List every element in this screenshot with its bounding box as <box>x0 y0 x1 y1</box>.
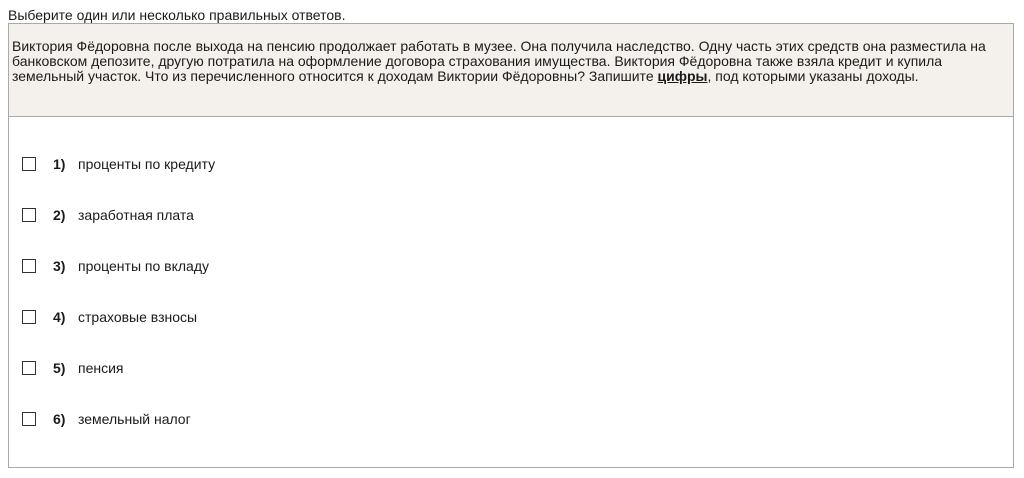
option-6[interactable] <box>22 409 191 429</box>
checkbox-3[interactable] <box>22 259 36 273</box>
option-number: 3) <box>53 258 66 274</box>
option-label: страховые взносы <box>78 309 198 325</box>
option-3[interactable] <box>22 256 209 276</box>
checkbox-5[interactable] <box>22 361 36 375</box>
question-text <box>9 24 1013 117</box>
option-number: 2) <box>53 207 66 223</box>
checkbox-4[interactable] <box>22 310 36 324</box>
option-label: проценты по вкладу <box>78 258 209 274</box>
checkbox-1[interactable] <box>22 157 36 171</box>
checkbox-6[interactable] <box>22 412 36 426</box>
option-1[interactable] <box>22 154 215 174</box>
option-number: 1) <box>53 156 66 172</box>
question-emphasis: цифры <box>657 68 708 84</box>
option-2[interactable] <box>22 205 194 225</box>
task-box <box>8 23 1014 468</box>
option-label: земельный налог <box>78 411 191 427</box>
option-number: 6) <box>53 411 66 427</box>
option-5[interactable] <box>22 358 124 378</box>
option-number: 4) <box>53 309 66 325</box>
option-4[interactable] <box>22 307 197 327</box>
checkbox-2[interactable] <box>22 208 36 222</box>
option-number: 5) <box>53 360 66 376</box>
question-text-start: Виктория Фёдоровна после выхода на пенсию продолжает работать в музее. Она получила наследство. Одну часть этих средств она разместила на банковском депозите, другую потратила на оформление договора страхования имущества. Виктория Фёдоровна также взяла кредит и купила земельный участок. Что из перечисленного относится к доходам Виктории Фёдоровны? Запишите <box>12 38 986 84</box>
option-label: пенсия <box>78 360 124 376</box>
option-label: проценты по кредиту <box>78 156 216 172</box>
question-text-end: , под которыми указаны доходы. <box>707 68 919 84</box>
option-label: заработная плата <box>78 207 194 223</box>
instruction-text: Выберите один или несколько правильных ответов. <box>8 7 346 23</box>
